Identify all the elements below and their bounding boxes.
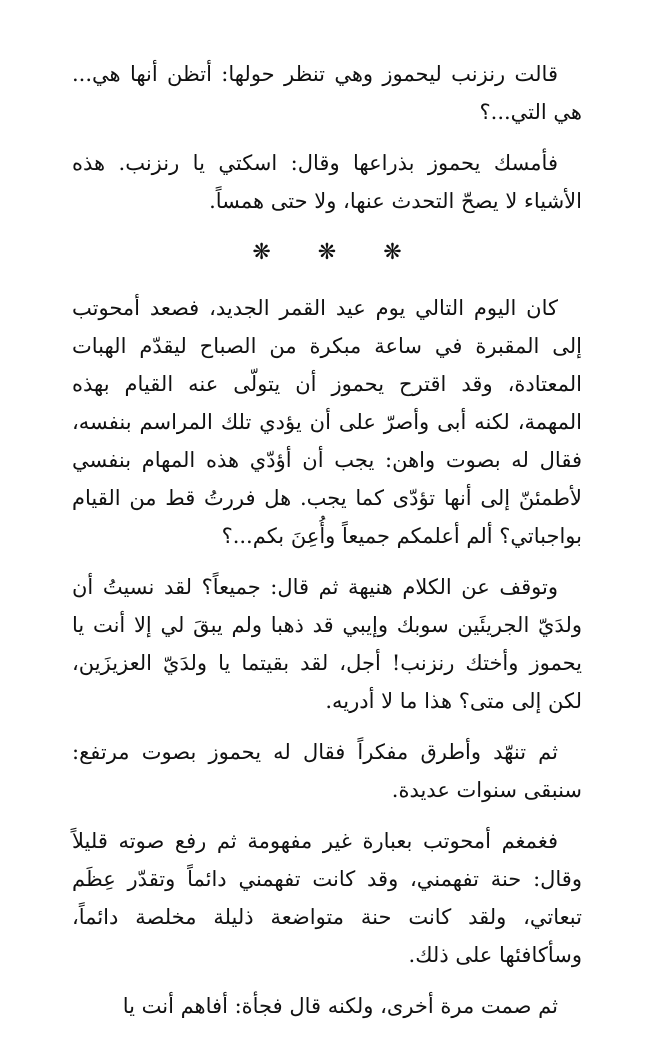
paragraph-4: وتوقف عن الكلام هنيهة ثم قال: جميعاً؟ لقد نسيتُ أن ولدَيّ الجريئَين سوبك وإيبي قد ذهبا ولم يبقَ لي إلا أنت يا يحموز وأختك رنزنب! أجل، لقد بقيتما يا ولدَيّ العزيزَين، لكن إلى متى؟ هذا ما لا أدريه.: [72, 575, 582, 713]
asterism-icon: ❋: [317, 240, 337, 265]
book-page: [72, 55, 582, 1038]
paragraph-5: ثم تنهّد وأطرق مفكراً فقال له يحموز بصوت مرتفع: سنبقى سنوات عديدة.: [72, 740, 582, 802]
paragraph-7: ثم صمت مرة أخرى، ولكنه قال فجأة: أفاهم أنت يا: [122, 994, 558, 1018]
paragraph-2: فأمسك يحموز بذراعها وقال: اسكتي يا رنزنب. هذه الأشياء لا يصحّ التحدث عنها، ولا حتى همساً.: [72, 151, 582, 213]
section-divider: [72, 233, 582, 273]
paragraph-6: فغمغم أمحوتب بعبارة غير مفهومة ثم رفع صوته قليلاً وقال: حنة تفهمني، وقد كانت تفهمني دائماً وتقدّر عِظَم تبعاتي، ولقد كانت حنة متواضعة ذليلة مخلصة دائماً، وسأكافئها على ذلك.: [72, 829, 582, 967]
paragraph-3: كان اليوم التالي يوم عيد القمر الجديد، فصعد أمحوتب إلى المقبرة في ساعة مبكرة من الصباح ليقدّم الهبات المعتادة، وقد اقترح يحموز أن يتولّى عنه القيام بهذه المهمة، لكنه أبى وأصرّ على أن يؤدي تلك المراسم بنفسه، فقال له بصوت واهن: يجب أن أؤدّي هذه المهام بنفسي لأطمئنّ إلى أنها تؤدّى كما يجب. هل فررتُ قط من القيام بواجباتي؟ ألم أعلمكم جميعاً وأُعِنَ بكم...؟: [72, 296, 582, 548]
paragraph-1: قالت رنزنب ليحموز وهي تنظر حولها: أتظن أنها هي... هي التي...؟: [72, 62, 582, 124]
asterism-icon: ❋: [383, 240, 402, 265]
asterism-icon: ❋: [252, 240, 271, 265]
